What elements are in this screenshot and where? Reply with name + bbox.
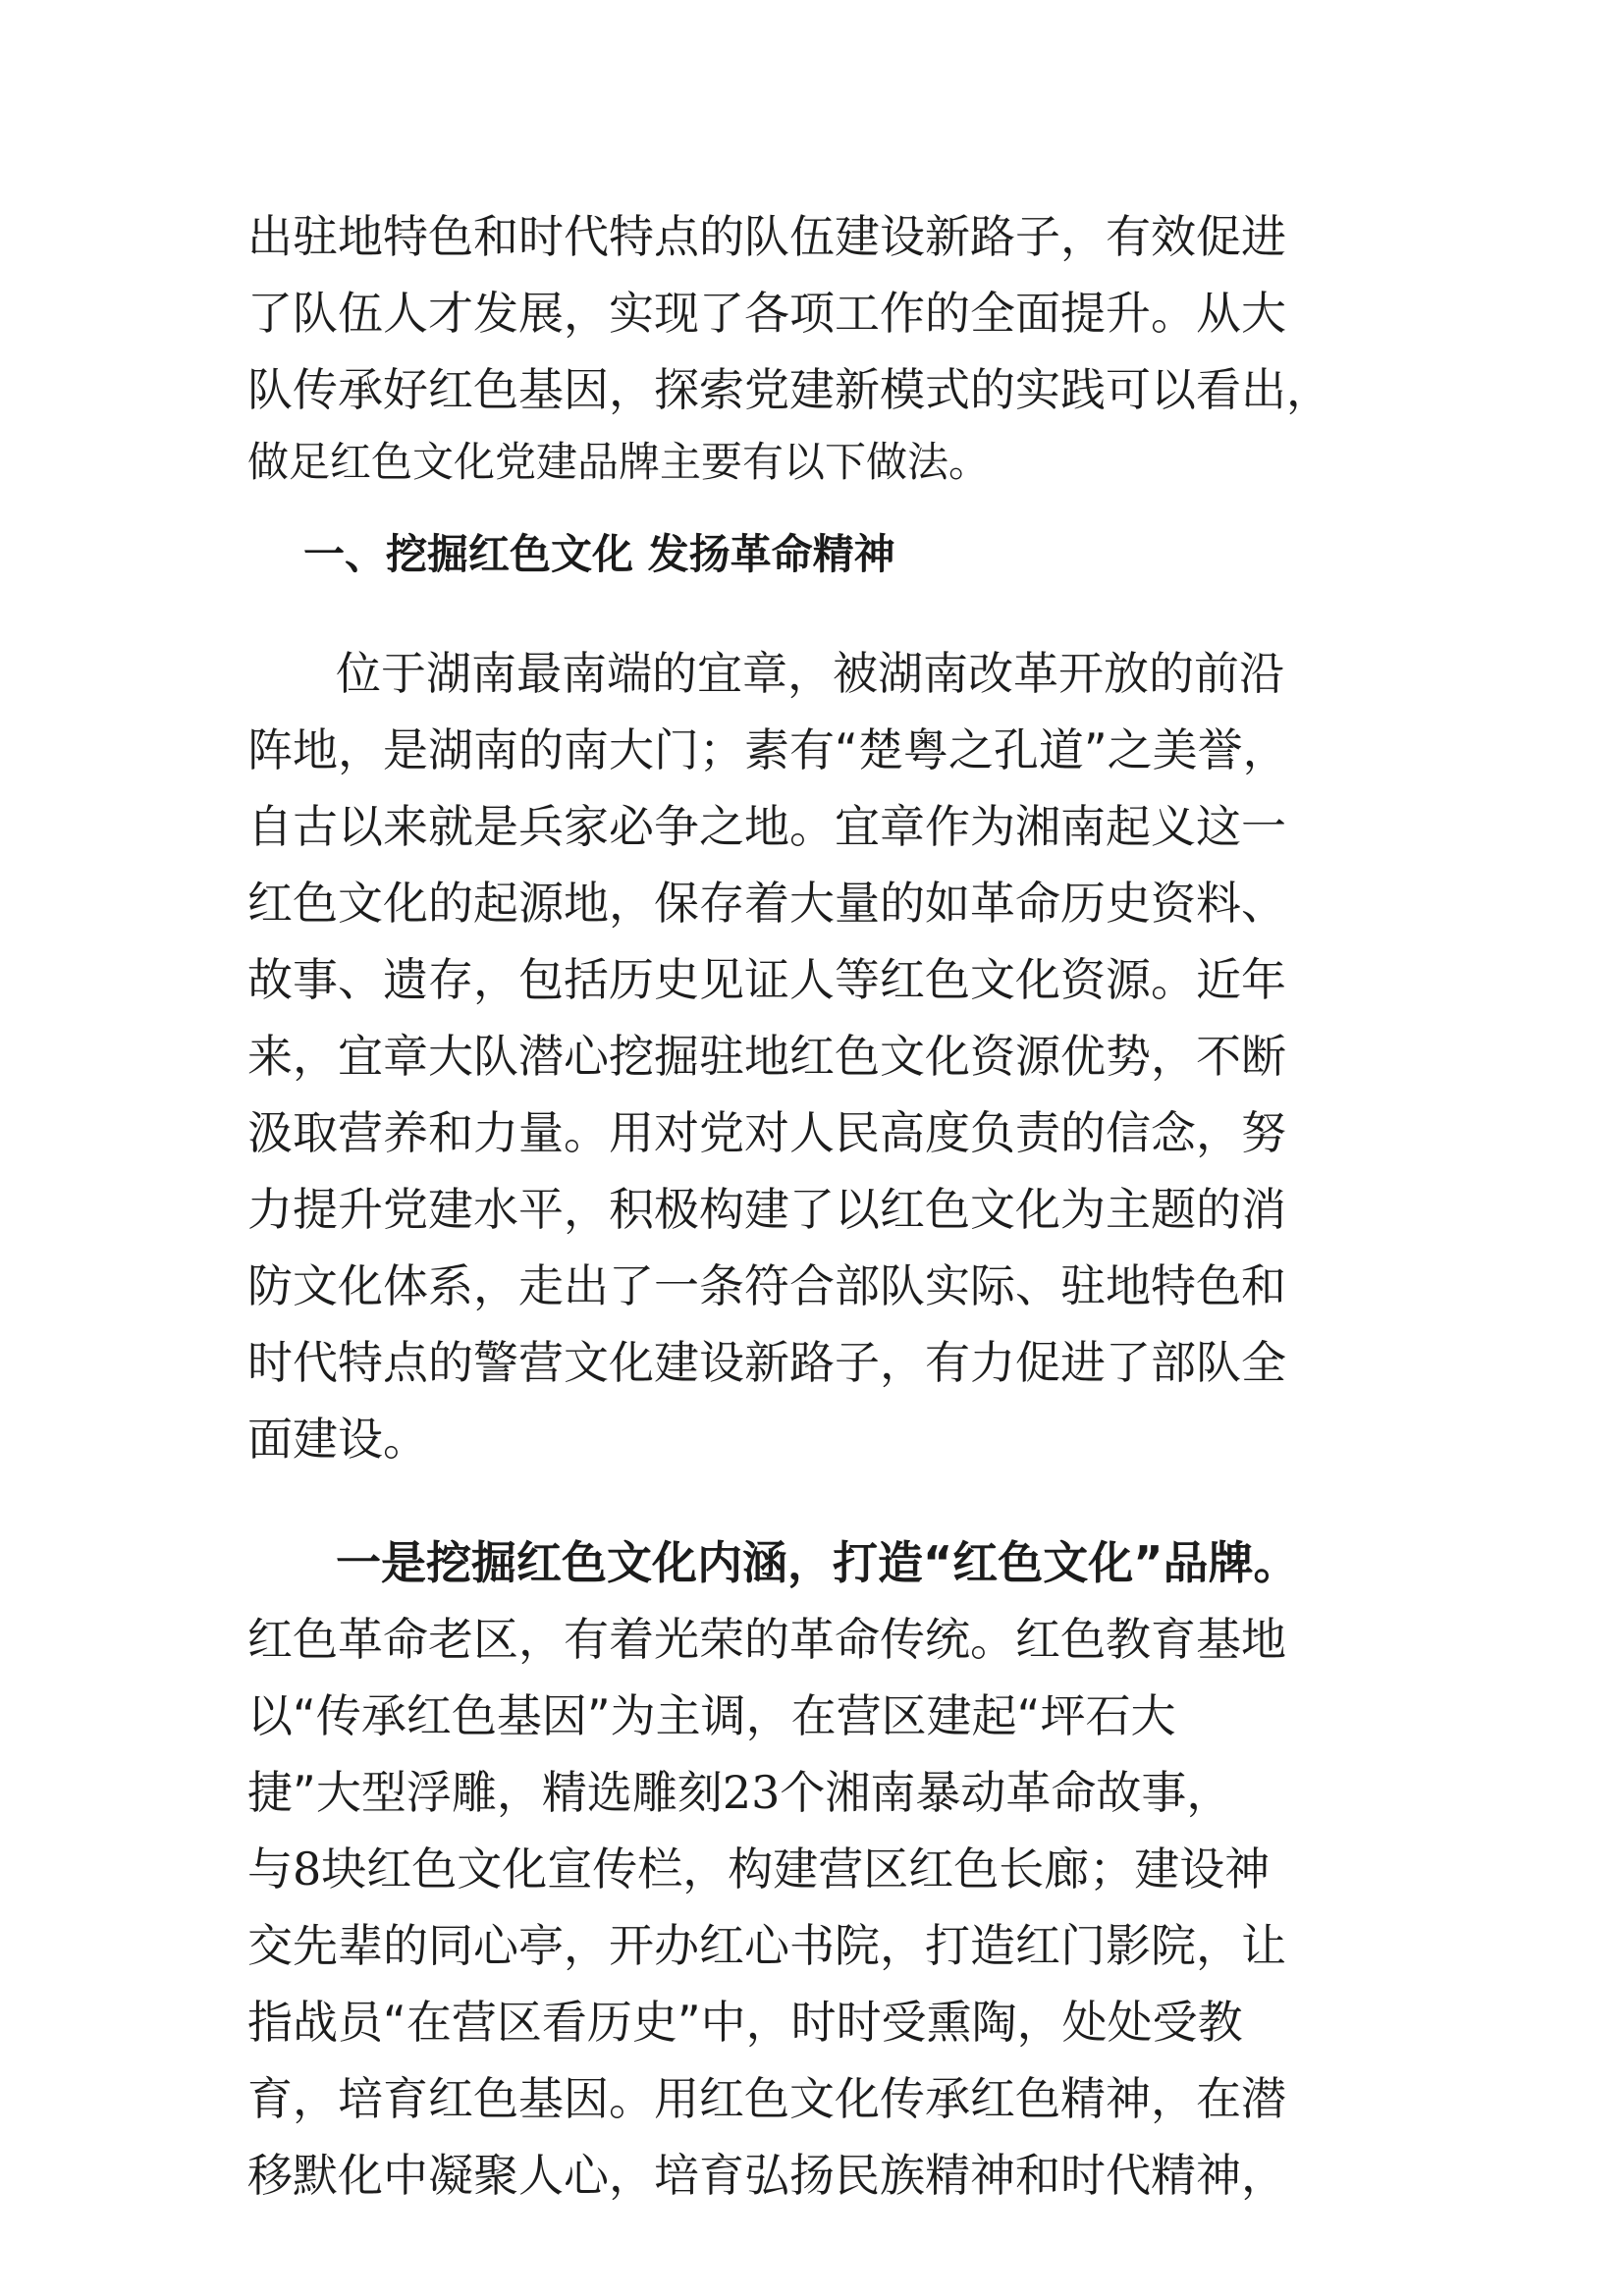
board-count: 8 [293,1842,322,1896]
para1-line-6: 来，宜章大队潜心挖掘驻地红色文化资源优势，不断 [247,1030,1286,1083]
para2-lead: 一是挖掘红色文化内涵，打造“红色文化”品牌。 [336,1536,1299,1589]
intro-line-3: 队传承好红色基因，探索党建新模式的实践可以看出， [247,363,1331,416]
para2-line-6: 交先辈的同心亭，开办红心书院，打造红门影院，让 [247,1919,1286,1972]
para1-line-11: 面建设。 [247,1413,428,1466]
intro-line-2: 了队伍人才发展，实现了各项工作的全面提升。从大 [247,287,1286,340]
para1-line-4: 红色文化的起源地，保存着大量的如革命历史资料、 [247,877,1286,930]
para2-line-5 [247,1840,1270,1898]
para1-line-5: 故事、遗存，包括历史见证人等红色文化资源。近年 [247,953,1286,1006]
para2-line-9: 移默化中凝聚人心，培育弘扬民族精神和时代精神， [247,2149,1286,2202]
para1-line-9: 防文化体系，走出了一条符合部队实际、驻地特色和 [247,1259,1286,1312]
intro-line-4: 做足红色文化党建品牌主要有以下做法。 [247,438,991,486]
para2-line-5b: 块红色文化宣传栏，构建营区红色长廊；建设神 [321,1842,1271,1896]
para2-line-8: 育，培育红色基因。用红色文化传承红色精神，在潜 [247,2072,1286,2125]
para1-line-1: 位于湖南最南端的宜章，被湖南改革开放的前沿 [336,647,1284,700]
section-heading: 一、挖掘红色文化 发扬革命精神 [303,530,895,578]
para2-line-4b: 个湘南暴动革命故事， [780,1766,1232,1819]
para2-line-4a: 捷”大型浮雕，精选雕刻 [247,1766,723,1819]
para2-line-7: 指战员“在营区看历史”中，时时受熏陶，处处受教 [247,1996,1243,2049]
para1-line-7: 汲取营养和力量。用对党对人民高度负责的信念，努 [247,1106,1286,1159]
intro-line-1: 出驻地特色和时代特点的队伍建设新路子，有效促进 [247,210,1286,263]
para2-line-2: 红色革命老区，有着光荣的革命传统。红色教育基地 [247,1613,1286,1666]
para2-line-3: 以“传承红色基因”为主调，在营区建起“坪石大 [247,1689,1176,1742]
para2-line-5a: 与 [247,1842,293,1896]
para1-line-2: 阵地，是湖南的南大门；素有“楚粤之孔道”之美誉， [247,723,1288,776]
story-count: 23 [722,1766,781,1819]
para1-line-8: 力提升党建水平，积极构建了以红色文化为主题的消 [247,1183,1286,1236]
para1-line-3: 自古以来就是兵家必争之地。宜章作为湘南起义这一 [247,800,1286,853]
para2-line-4 [247,1763,1231,1822]
para1-line-10: 时代特点的警营文化建设新路子，有力促进了部队全 [247,1336,1286,1389]
